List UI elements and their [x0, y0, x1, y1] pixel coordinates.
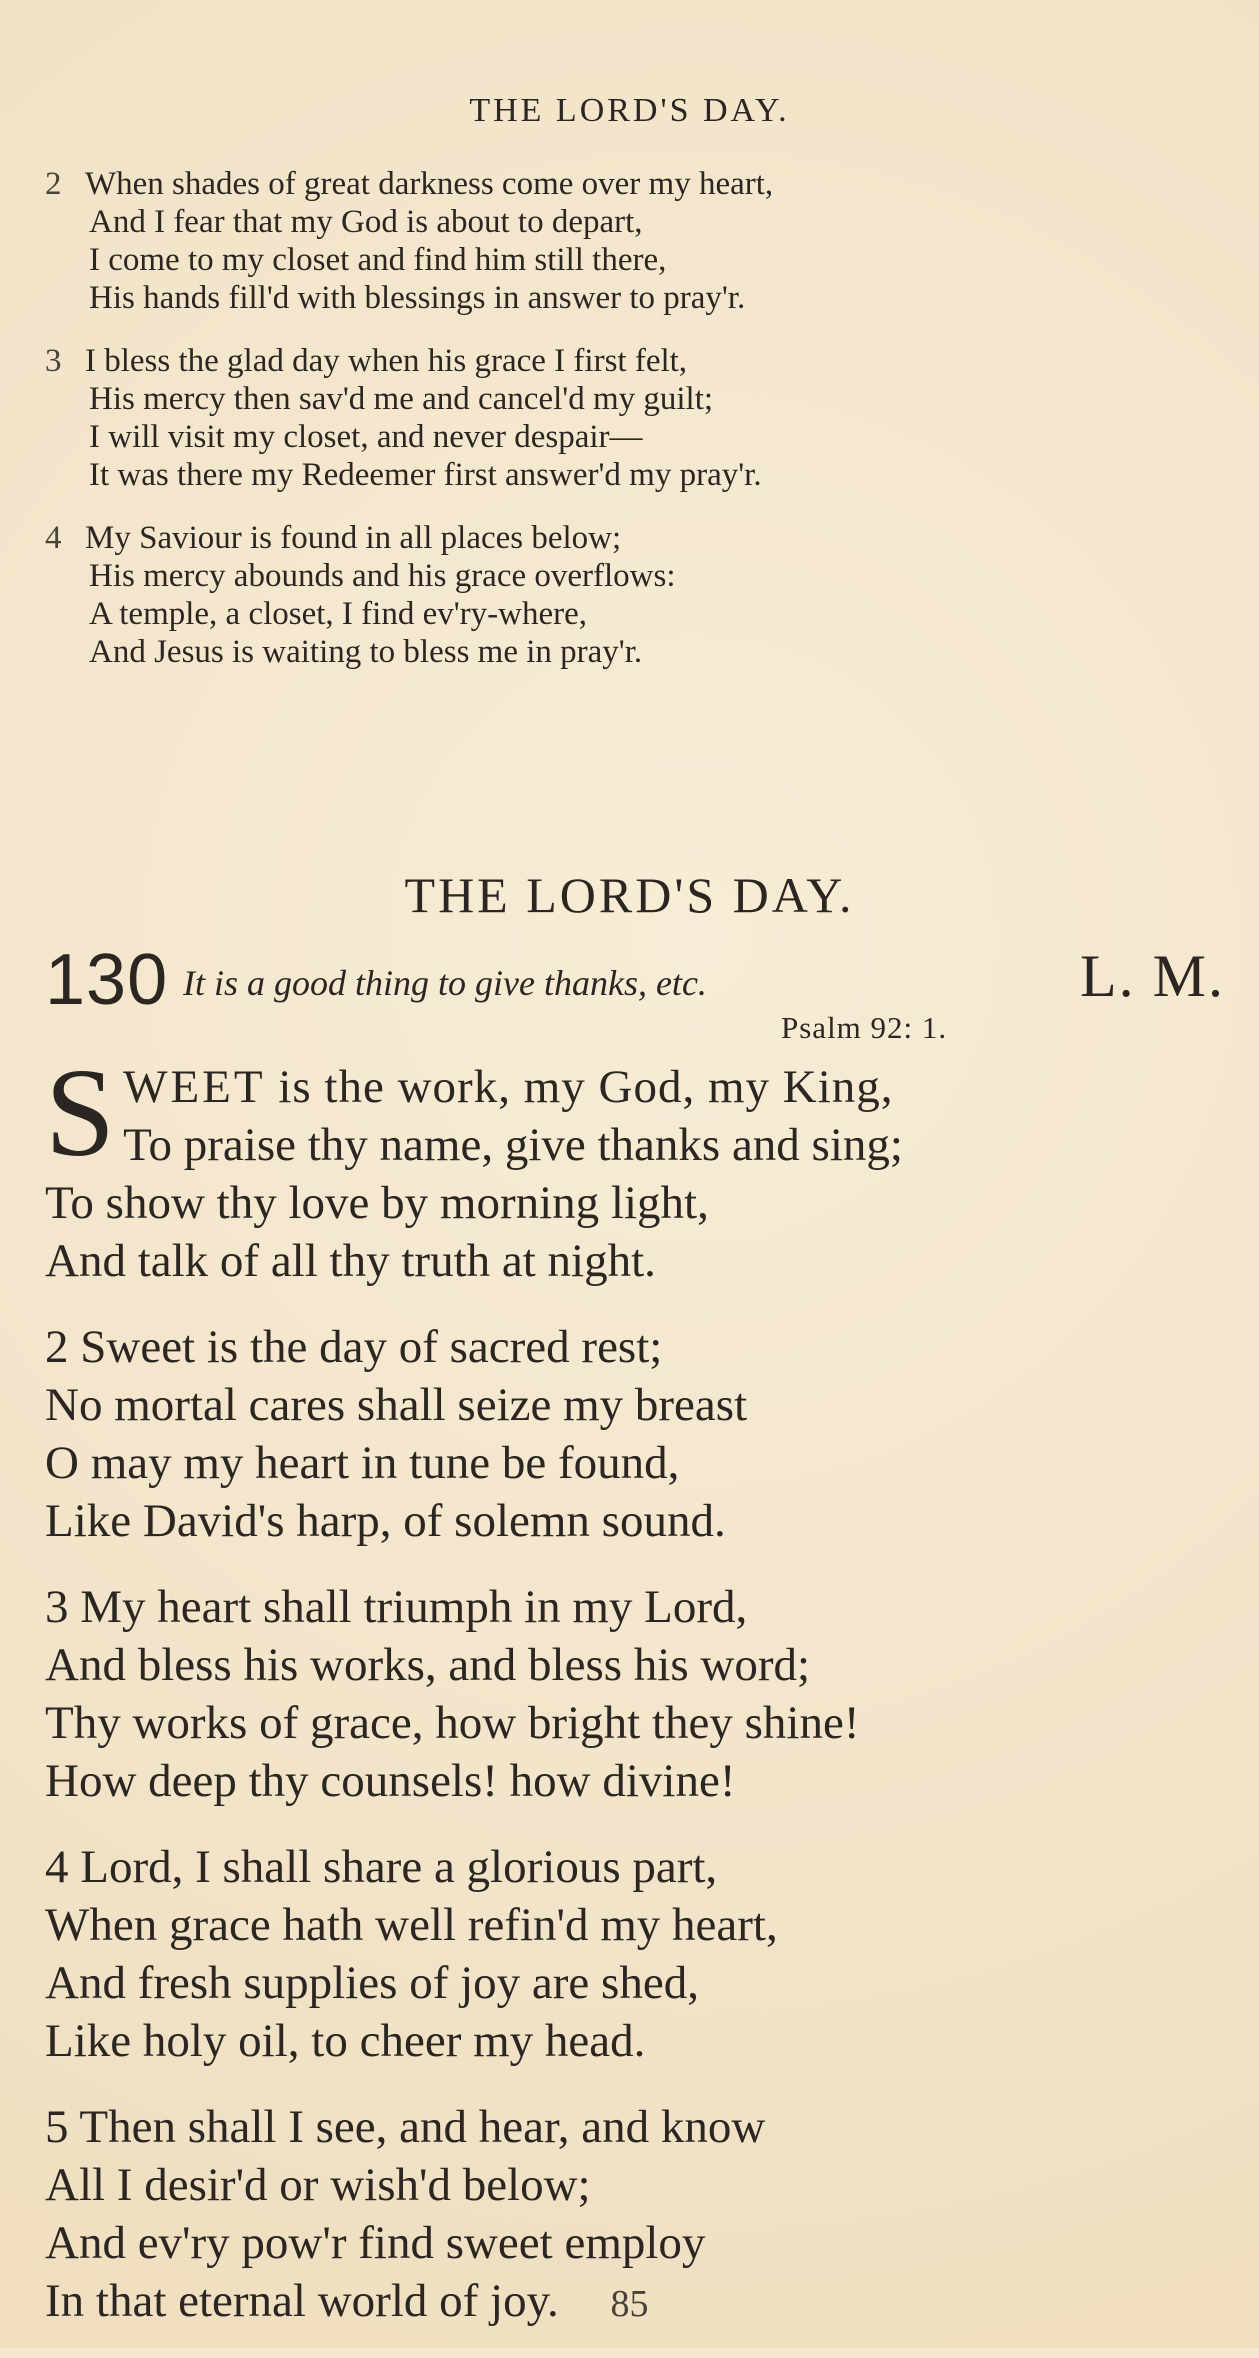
first-word: WEET: [123, 1061, 266, 1113]
previous-hymn-verse-3: [45, 342, 1225, 494]
page-number: 85: [610, 2283, 649, 2325]
previous-hymn-verse-4: [45, 519, 1225, 671]
drop-cap: S: [45, 1044, 116, 1183]
verse-line: And I fear that my God is about to depart,: [89, 204, 643, 240]
verse-number: 2: [45, 166, 62, 202]
scripture-reference: Psalm 92: 1.: [781, 1010, 948, 1045]
verse-line: All I desir'd or wish'd below;: [45, 2159, 591, 2211]
verse-number: 3: [45, 343, 62, 379]
verse-line: I will visit my closet, and never despair—: [89, 419, 643, 455]
hymn-number: 130: [45, 940, 169, 1020]
verse-line: In that eternal world of joy.: [45, 2275, 559, 2327]
verse-line: [45, 342, 1225, 380]
verse-line-text: When shades of great darkness come over my heart,: [85, 166, 774, 202]
section-title: THE LORD'S DAY.: [404, 867, 855, 923]
verse-line: No mortal cares shall seize my breast: [45, 1379, 748, 1431]
verse-line: [45, 1578, 1235, 1636]
verse-number: 4: [45, 520, 62, 556]
verse-line: I come to my closet and find him still there,: [89, 242, 667, 278]
verse-line: [45, 1838, 1235, 1896]
verse-line: [45, 1318, 1235, 1376]
verse-number: 5: [45, 2101, 69, 2153]
hymn-subtitle: It is a good thing to give thanks, etc.: [183, 963, 707, 1003]
verse-line-text: My heart shall triumph in my Lord,: [80, 1581, 748, 1633]
verse-line-text: is the work, my God, my King,: [265, 1061, 894, 1113]
verse-line: Thy works of grace, how bright they shine!: [45, 1697, 860, 1749]
verse-line: A temple, a closet, I find ev'ry-where,: [89, 596, 588, 632]
verse-line-text: Sweet is the day of sacred rest;: [80, 1321, 663, 1373]
verse-line: To praise thy name, give thanks and sing;: [123, 1119, 903, 1171]
hymn-verse-3: [45, 1578, 1235, 1810]
hymn-verses: [45, 1044, 1235, 2358]
verse-line: [45, 165, 1225, 203]
hymn-verse-1: [45, 1044, 1235, 1290]
verse-line: And ev'ry pow'r find sweet employ: [45, 2217, 706, 2269]
verse-line: And talk of all thy truth at night.: [45, 1235, 656, 1287]
verse-line: To show thy love by morning light,: [45, 1177, 709, 1229]
verse-line: [45, 1058, 1235, 1116]
hymn-meter: L. M.: [1080, 943, 1225, 1009]
hymn-verse-2: [45, 1318, 1235, 1550]
verse-number: 4: [45, 1841, 69, 1893]
previous-hymn-verses: [45, 165, 1225, 696]
previous-hymn-verse-2: [45, 165, 1225, 317]
hymn-verse-4: [45, 1838, 1235, 2070]
verse-line: His mercy abounds and his grace overflows:: [89, 558, 676, 594]
verse-line: When grace hath well refin'd my heart,: [45, 1899, 778, 1951]
verse-line: Like David's harp, of solemn sound.: [45, 1495, 726, 1547]
verse-line: His hands fill'd with blessings in answer to pray'r.: [89, 280, 746, 316]
verse-number: 3: [45, 1581, 69, 1633]
verse-line-text: I bless the glad day when his grace I first felt,: [85, 343, 688, 379]
verse-line-text: My Saviour is found in all places below;: [85, 520, 622, 556]
verse-line: Like holy oil, to cheer my head.: [45, 2015, 646, 2067]
hymn-header: [45, 940, 1225, 1050]
verse-line: O may my heart in tune be found,: [45, 1437, 680, 1489]
verse-line: And bless his works, and bless his word;: [45, 1639, 811, 1691]
verse-line: And fresh supplies of joy are shed,: [45, 1957, 699, 2009]
verse-line: [45, 519, 1225, 557]
verse-line: And Jesus is waiting to bless me in pray'r.: [89, 634, 643, 670]
verse-line: How deep thy counsels! how divine!: [45, 1755, 736, 1807]
verse-line: It was there my Redeemer first answer'd my pray'r.: [89, 457, 762, 493]
running-head: THE LORD'S DAY.: [469, 92, 790, 129]
verse-line-text: Then shall I see, and hear, and know: [79, 2101, 766, 2153]
verse-line-text: Lord, I shall share a glorious part,: [80, 1841, 718, 1893]
verse-line: [45, 2098, 1235, 2156]
verse-line: His mercy then sav'd me and cancel'd my guilt;: [89, 381, 714, 417]
verse-number: 2: [45, 1321, 69, 1373]
